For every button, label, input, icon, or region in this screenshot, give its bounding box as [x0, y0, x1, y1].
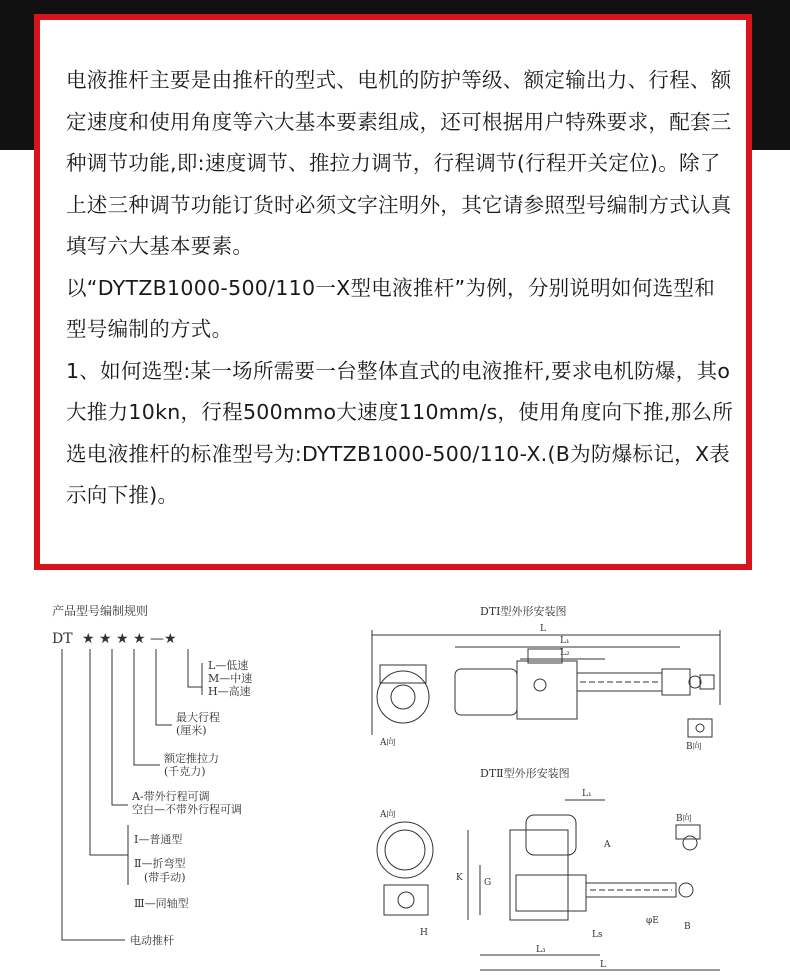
dt2-drawing: [377, 800, 720, 970]
dt2-dim-ls: Ls: [592, 930, 603, 940]
type-3: Ⅲ—同轴型: [134, 897, 189, 910]
type-2-manual: (带手动): [144, 871, 186, 884]
dt2-a-view: A向: [380, 810, 396, 820]
speed-mid: M—中速: [208, 672, 253, 685]
type-1: Ⅰ—普通型: [134, 833, 183, 846]
description-panel: [34, 14, 752, 570]
product-name: 电动推杆: [130, 934, 174, 947]
dt2-title: DTⅡ型外形安装图: [480, 767, 570, 780]
dt2-dim-l1: L₁: [582, 789, 592, 799]
code-stars: ★ ★ ★ ★ —★: [82, 631, 177, 647]
dt1-dim-l2: L₂: [560, 648, 570, 658]
model-diagram-area: [0, 585, 790, 980]
rules-title: 产品型号编制规则: [52, 604, 149, 618]
paragraph-selection: 1、如何选型:某一场所需要一台整体直式的电液推杆,要求电机防爆，其o大推力10kn，行程500mmo大速度110mm/s，使用角度向下推,那么所选电液推杆的标准型号为:DYTZB1000-500/110-X.(B为防爆标记，X表示向下推)。: [66, 358, 734, 507]
dt2-dim-h: H: [420, 928, 428, 938]
force-label: 额定推拉力: [164, 752, 219, 765]
dt1-title: DTⅠ型外形安装图: [480, 605, 567, 618]
force-unit: (千克力): [164, 765, 206, 778]
technical-drawing: [0, 585, 790, 980]
stroke-label: 最大行程: [176, 711, 220, 724]
paragraph-example: 以“DYTZB1000-500/110一X型电液推杆”为例，分别说明如何选型和型号编制的方式。: [66, 275, 716, 341]
dt2-dim-k: K: [456, 873, 463, 883]
dt1-dim-l: L: [540, 624, 546, 634]
dt2-dim-a: A: [604, 840, 611, 850]
type-2: Ⅱ—折弯型: [134, 857, 186, 870]
stroke-unit: (厘米): [176, 724, 207, 737]
dt1-dim-l1: L₁: [560, 636, 570, 646]
speed-high: H—高速: [208, 685, 251, 698]
dt2-dim-phi-e: φE: [646, 916, 659, 926]
description-text: [66, 60, 734, 517]
dt2-dim-l: L: [600, 960, 606, 970]
paragraph-intro: 电液推杆主要是由推杆的型式、电机的防护等级、额定输出力、行程、额定速度和使用角度等六大基本要素组成，还可根据用户特殊要求，配套三种调节功能,即:速度调节、推拉力调节，行程调节(行程开关定位)。除了上述三种调节功能订货时必须文字注明外，其它请参照型号编制方式认真填写六大基本要素。: [66, 68, 732, 258]
dt1-a-view: A向: [380, 738, 396, 748]
dt1-drawing: [372, 630, 720, 737]
dt1-b-view: B向: [686, 742, 702, 752]
stroke-adj-blank: 空白—不带外行程可调: [132, 803, 242, 816]
speed-low: L—低速: [208, 659, 249, 672]
stroke-adj-a: A-带外行程可调: [132, 790, 210, 803]
code-prefix: DT: [52, 631, 73, 647]
dt2-dim-b: B: [684, 922, 691, 932]
dt2-b-view: B向: [676, 814, 692, 824]
dt2-dim-l3: L₃: [536, 945, 546, 955]
dt2-dim-g: G: [484, 878, 492, 888]
